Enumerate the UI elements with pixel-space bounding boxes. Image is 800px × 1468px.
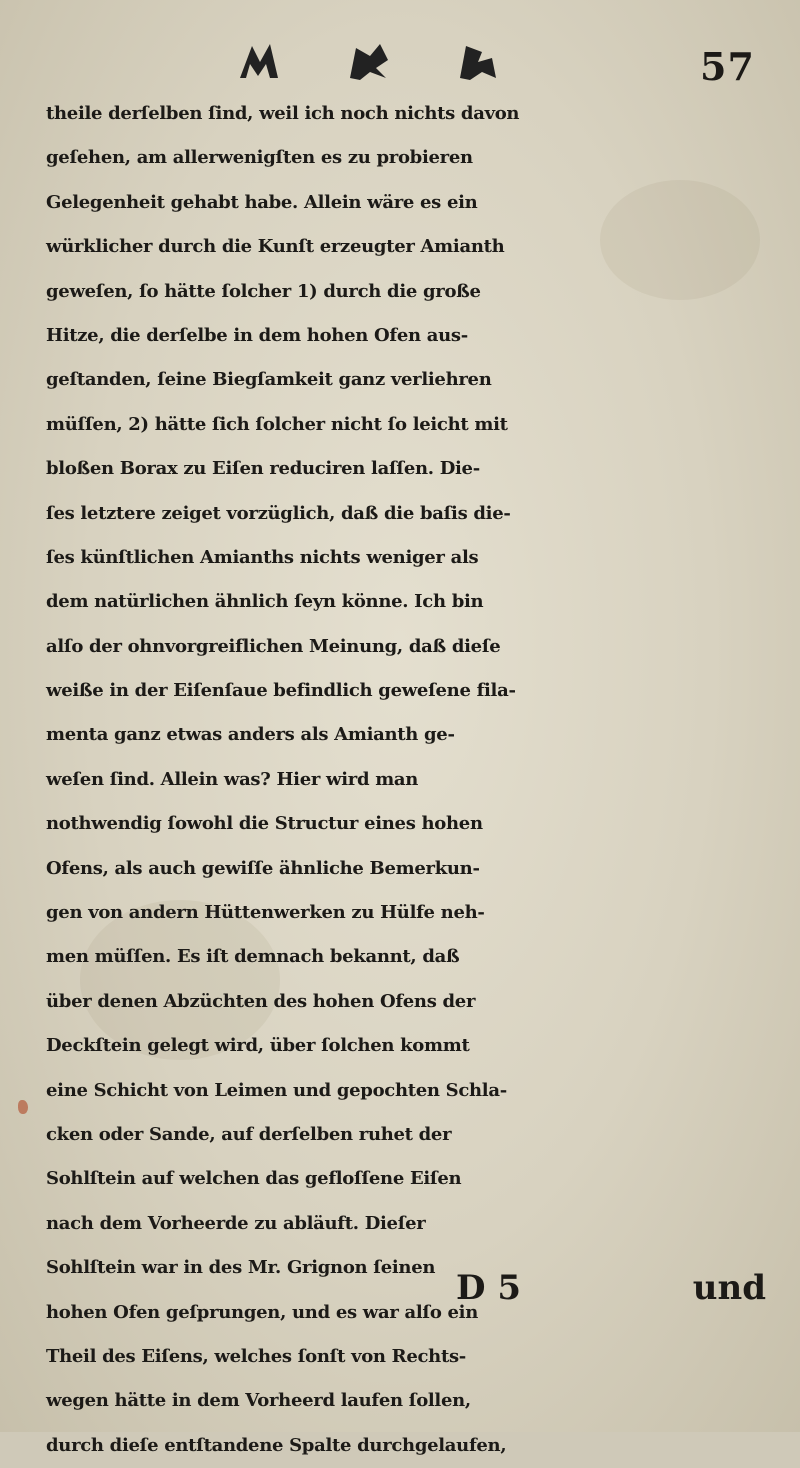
footer-line [46,1266,766,1310]
running-head-ornament-graphic [230,38,530,90]
text-line: wegen hätte in dem Vorheerd laufen ſollen, [46,1390,471,1412]
text-line: Gelegenheit gehabt habe. Allein wäre es ein [46,191,478,213]
text-line: durch dieſe entſtandene Spalte durchgelaufen, [46,1434,507,1456]
text-line: nach dem Vorheerde zu abläuft. Dieſer [46,1212,426,1234]
text-line: gen von andern Hüttenwerken zu Hülfe neh- [46,902,485,924]
text-line: cken oder Sande, auf derſelben ruhet der [46,1123,452,1145]
ornament-glyphs [240,44,496,80]
margin-ink-spot [18,1100,28,1114]
text-line: Hitze, die derſelbe in dem hohen Ofen aus- [46,324,468,346]
text-line: menta ganz etwas anders als Amianth ge- [46,724,455,746]
text-line: Theil des Eiſens, welches ſonſt von Rechts- [46,1345,466,1367]
text-line: müſſen, 2) hätte ſich ſolcher nicht ſo leicht mit [46,413,508,435]
text-line: bloßen Borax zu Eiſen reduciren laſſen. Die- [46,458,480,480]
text-line: hohen Ofen geſprungen, und es war alſo ein [46,1301,478,1323]
text-line: geſehen, am allerwenigſten es zu probieren [46,147,473,169]
text-line: ſes letztere zeiget vorzüglich, daß die baſis die- [46,502,511,524]
text-line: Deckſtein gelegt wird, über ſolchen kommt [46,1035,470,1057]
text-line: nothwendig ſowohl die Structur eines hohen [46,813,483,835]
text-line: würklicher durch die Kunſt erzeugter Amianth [46,236,505,258]
signature-mark: D 5 [456,1268,521,1308]
text-line: eine Schicht von Leimen und gepochten Schla- [46,1079,507,1101]
text-line: Ofens, als auch gewiſſe ähnliche Bemerkun- [46,857,480,879]
text-line: men müſſen. Es iſt demnach bekannt, daß [46,946,460,968]
catchword: und [692,1268,766,1308]
text-line: weiße in der Eiſenſaue befindlich geweſene fila- [46,680,516,702]
body-text [46,92,766,1468]
text-line: Sohlſtein auf welchen das gefloſſene Eiſen [46,1168,462,1190]
text-line: alſo der ohnvorgreiflichen Meinung, daß dieſe [46,635,501,657]
running-head-ornament [230,38,530,90]
text-line: ſes künſtlichen Amianths nichts weniger als [46,546,479,568]
text-line: dem natürlichen ähnlich ſeyn könne. Ich bin [46,591,484,613]
text-line: über denen Abzüchten des hohen Ofens der [46,990,476,1012]
text-line: Sohlſtein war in des Mr. Grignon ſeinen [46,1257,436,1279]
text-line: geweſen, ſo hätte ſolcher 1) durch die große [46,280,481,302]
text-line: weſen ſind. Allein was? Hier wird man [46,768,419,790]
text-line: geſtanden, ſeine Biegſamkeit ganz verliehren [46,369,492,391]
page-number: 57 [700,44,755,89]
text-line: theile derſelben ſind, weil ich noch nichts davon [46,103,520,124]
